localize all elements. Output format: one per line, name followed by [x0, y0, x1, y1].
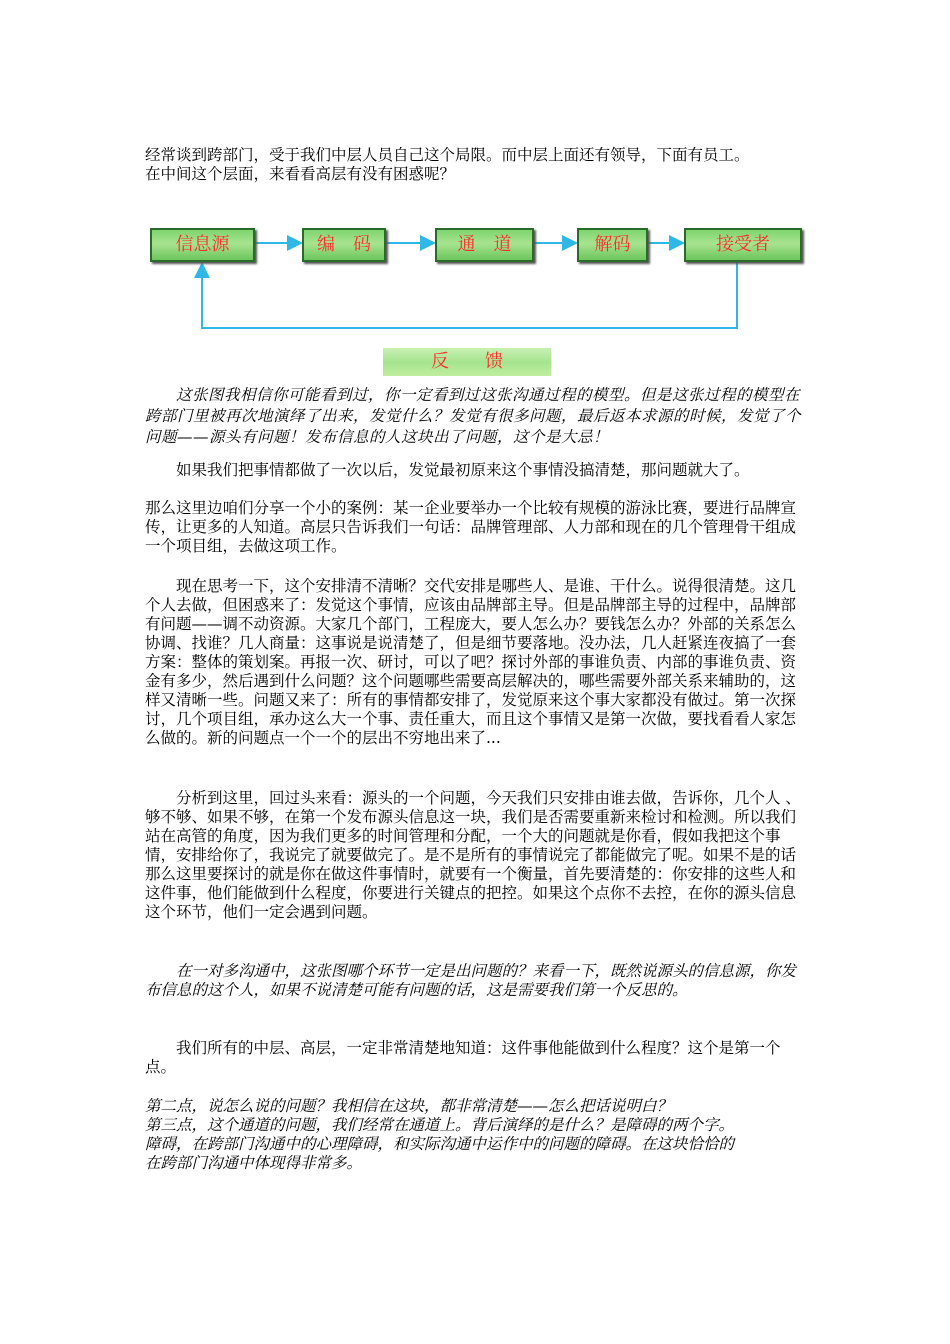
paragraph-text: 在跨部门沟通中体现得非常多。 — [145, 1154, 363, 1172]
node-receiver: 接受者 — [684, 228, 802, 262]
node-encode: 编 码 — [302, 228, 386, 262]
paragraph-text: 如果我们把事情都做了一次以后，发觉最初原来这个事情没搞清楚，那问题就大了。 — [176, 461, 750, 479]
paragraph-italic — [145, 385, 805, 448]
closing-block — [145, 1097, 805, 1173]
paragraph — [145, 789, 805, 922]
paragraph-text: 第三点，这个通道的问题，我们经常在通道上。背后演绎的是什么？是障碍的两个字。 — [145, 1116, 735, 1134]
paragraph-text: 我们所有的中层、高层，一定非常清楚地知道：这件事他能做到什么程度？这个是第一个点。 — [145, 1039, 781, 1076]
paragraph — [145, 461, 805, 480]
paragraph-text: 现在思考一下，这个安排清不清晰？交代安排是哪些人、是谁、干什么。说得很清楚。这几个人去做，但困惑来了：发觉这个事情，应该由品牌部主导。但是品牌部主导的过程中，品牌部有问题——调不动资源。大家几个部门，工程庞大，要人怎么办？要钱怎么办？外部的关系怎么协调、找谁？几人商量：这事说是说清楚了，但是细节要落地。没办法，几人赶紧连夜搞了一套方案：整体的策划案。再报一次、研讨，可以了吧？探讨外部的事谁负责、内部的事谁负责、资金有多少，然后遇到什么问题？这个问题哪些需要高层解决的，哪些需要外部关系来辅助的，这样又清晰一些。问题又来了：所有的事情都安排了，发觉原来这个事大家都没有做过。第一次探讨，几个项目组，承办这么大一个事、责任重大，而且这个事情又是第一次做，要找看看人家怎么做的。新的问题点一个一个的层出不穷地出来了... — [145, 577, 797, 747]
paragraph-text: 在一对多沟通中，这张图哪个环节一定是出问题的？来看一下，既然说源头的信息源，你发布信息的这个人，如果不说清楚可能有问题的话，这是需要我们第一个反思的。 — [145, 962, 797, 999]
node-source: 信息源 — [150, 228, 255, 262]
paragraph — [145, 1039, 805, 1077]
node-channel: 通 道 — [435, 228, 534, 262]
feedback-loop-arrow — [202, 261, 737, 328]
paragraph-text: 第二点，说怎么说的问题？我相信在这块，都非常清楚——怎么把话说明白？ — [145, 1097, 673, 1115]
paragraph — [145, 499, 805, 556]
paragraph-text: 那么这里边咱们分享一个小的案例：某一企业要举办一个比较有规模的游泳比赛，要进行品牌宣传，让更多的人知道。高层只告诉我们一句话：品牌管理部、人力部和现在的几个管理骨干组成一个项目组，去做这项工作。 — [145, 499, 797, 555]
paragraph-italic — [145, 962, 805, 1000]
communication-flow-diagram — [0, 0, 950, 400]
paragraph-text: 障碍，在跨部门沟通中的心理障碍，和实际沟通中运作中的问题的障碍。在这块恰恰的 — [145, 1135, 735, 1153]
paragraph — [145, 577, 805, 748]
paragraph-text: 这张图我相信你可能看到过，你一定看到过这张沟通过程的模型。但是这张过程的模型在跨部门里被再次地演绎了出来，发觉什么？发觉有很多问题，最后返本求源的时候，发觉了个问题——源头有问题！发布信息的人这块出了问题，这个是大忌！ — [145, 386, 802, 446]
node-feedback: 反 馈 — [383, 348, 551, 376]
intro-line: 在中间这个层面，来看看高层有没有困惑呢？ — [145, 165, 456, 183]
node-decode: 解码 — [577, 228, 648, 262]
intro-line: 经常谈到跨部门，受于我们中层人员自己这个局限。而中层上面还有领导，下面有员工。 — [145, 146, 750, 164]
paragraph-text: 分析到这里，回过头来看：源头的一个问题，今天我们只安排由谁去做，告诉你，几个人 、够不够、如果不够，在第一个发布源头信息这一块，我们是否需要重新来检讨和检测。所以我们站在高管的角度，因为我们更多的时间管理和分配，一个大的问题就是你看，假如我把这个事情，安排给你了，我说完了就要做完了。是不是所有的事情说完了都能做完了呢。如果不是的话那么这里要探讨的就是你在做这件事情时，就要有一个衡量，首先要清楚的：你安排的这些人和这件事，他们能做到什么程度，你要进行关键点的把控。如果这个点你不去控，在你的源头信息这个环节，他们一定会遇到问题。 — [145, 789, 801, 921]
